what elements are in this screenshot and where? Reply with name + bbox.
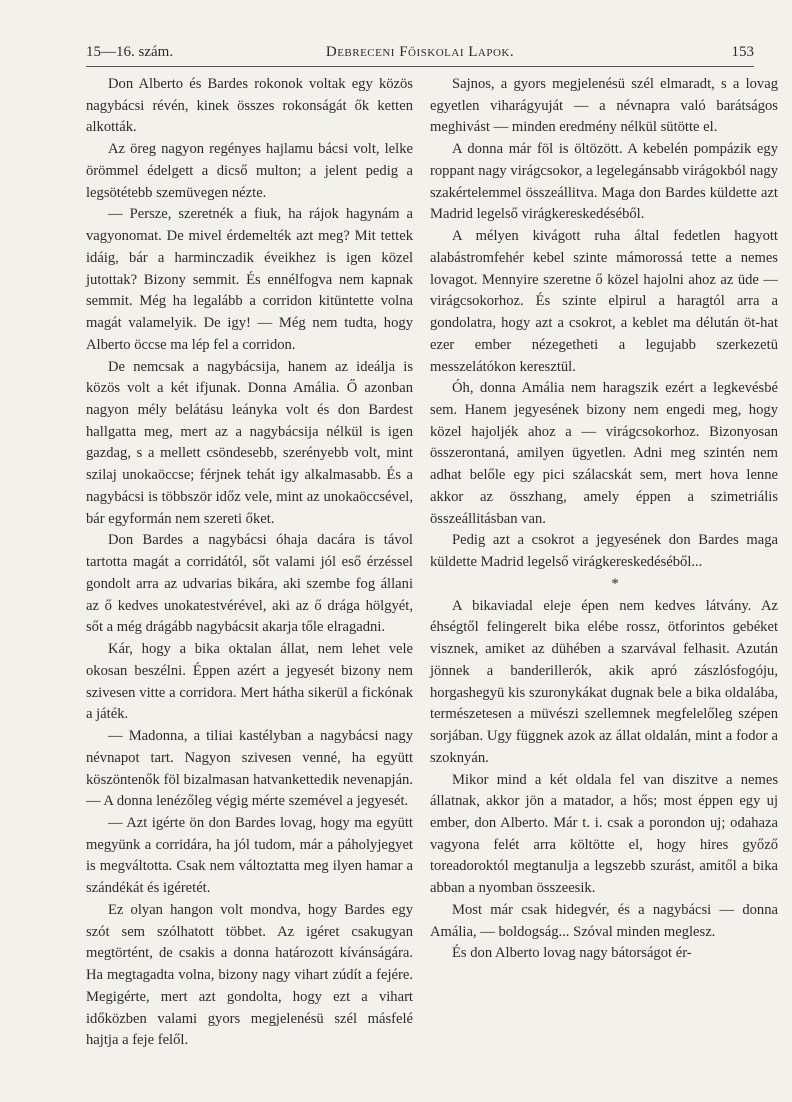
paragraph: Ez olyan hangon volt mondva, hogy Bardes egy szót sem szólhatott többet. Az igéret csakugyan megtörtént, de csakis a donna határozott kívánságára. Ha megtagadta volna, bizony nagy vihart zúdít a fejére. Megigérte, mert azt gondolta, hogy ezt a vihart időközben valami gyors megjelenésü szél másfelé hajtja a feje felől. xyxy=(86,901,413,1049)
journal-title: Debreceni Főiskolai Lapok. xyxy=(325,44,515,60)
paragraph: De nemcsak a nagybácsija, hanem az ideálja is közös volt a két ifjunak. Donna Amália. Ő azonban nagyon mély belátásu leányka volt és don Bardest hallgatta meg, mert az a nagybácsija nélkül is igen gazdag, s a mellett csöndesebb, szerényebb volt, mint szilaj unokaöccse; férjnek tehát igy alkalmasabb. És a nagybácsi is többször időz vele, mint az unokaöccsével, bár egyformán nem szereti őket. xyxy=(86,358,413,527)
paragraph: — Persze, szeretnék a fiuk, ha rájok hagynám a vagyonomat. De mivel érdemelték azt meg? Mit tettek idáig, bár a harminczadik éveikhez is igen közel jutottak? Bizony semmit. És ennélfogva nem kapnak semmit. Még ha legalább a corridon kitüntette volna magát valamelyik. De igy! — Még nem tudta, hogy Alberto öccse ma lép fel a corridon. xyxy=(86,206,413,353)
paragraph: Don Bardes a nagybácsi óhaja dacára is távol tartotta magát a corridától, sőt valami jól eső érzéssel gondolt arra az udvarias bikára, aki szembe fog állani az ő kedves unokatestvérével, aki az ő drága hölgyét, sőt a még drágább nagybácsit akarja tőle elragadni. xyxy=(86,532,413,636)
paragraph: Kár, hogy a bika oktalan állat, nem lehet vele okosan beszélni. Éppen azért a jegyesét bizony nem szivesen vitte a corridora. Mert hátha sikerül a fickónak a játék. xyxy=(86,641,413,723)
paragraph: Mikor mind a két oldala fel van diszitve a nemes állatnak, akkor jön a matador, a hős; most éppen egy uj ember, don Alberto. Már t. i. csak a porondon uj; odahaza vagyona felét arra költötte el, hogy hires győző toreadoroktól megtanulja a legszebb szurást, amitől a bika abban a nyomban összeesik. xyxy=(430,771,778,897)
paragraph: Sajnos, a gyors megjelenésü szél elmaradt, s a lovag egyetlen viharágyuját — a névnapra való barátságos meghivást — minden eredmény nélkül sütötte el. xyxy=(430,76,778,136)
paragraph: A mélyen kivágott ruha által fedetlen hagyott alabástromfehér kebel szinte mámorossá tette a nemes lovagot. Mennyire szeretne ő közel hajolni ahoz az üde — virágcsokorhoz. És szinte elpirul a haragtól arra a gondolatra, hogy azt a csokrot, a keblet ma délután öt-hat ezer ember nézegetheti a legujabb szerkezetü messzelátókon keresztül. xyxy=(430,228,778,375)
paragraph: Óh, donna Amália nem haragszik ezért a legkevésbé sem. Hanem jegyesének bizony nem engedi meg, hogy közel hajoljék ahoz a — virágcsokorhoz. Bizonyosan összerontaná, amilyen ügyetlen. Adni meg szintén nem adhat belőle egy pici szálacskát sem, mert hova lenne akkor az összhang, amely éppen a szimetriális összeállitásban van. xyxy=(430,380,778,527)
right-column xyxy=(430,74,778,965)
paragraph: És don Alberto lovag nagy bátorságot ér- xyxy=(452,945,692,962)
section-separator: * xyxy=(611,575,619,592)
issue-number: 15—16. szám. xyxy=(86,44,174,60)
page-header xyxy=(86,44,754,66)
paragraph: Don Alberto és Bardes rokonok voltak egy közös nagybácsi révén, kinek összes rokonságát ők ketten alkották. xyxy=(86,76,413,136)
left-column xyxy=(86,74,413,1052)
paragraph: A bikaviadal eleje épen nem kedves látvány. Az éhségtől felingerelt bika elébe rossz, ötforintos gebéket visznek, amiket az dühében a szarvával felhasit. Azután jönnek a banderillerók, akik apró zászlósfogóju, horgashegyü kis szuronykákat dugnak bele a bika oldalába, természetesen a müvészi szellemnek megfelelőleg szépen sorjában. Ugy függnek azok az állat oldalán, mint a fodor a szoknyán. xyxy=(430,597,778,766)
paragraph: — Azt igérte ön don Bardes lovag, hogy ma együtt megyünk a corridára, ha jól tudom, már a páholyjegyet is megváltotta. Csak nem változtatta meg ilyen hamar a szándékát és igéretét. xyxy=(86,814,413,897)
paragraph: Most már csak hidegvér, és a nagybácsi — donna Amália, — boldogság... Szóval minden meglesz. xyxy=(430,901,778,940)
paragraph: A donna már föl is öltözött. A kebelén pompázik egy roppant nagy virágcsokor, a legelegánsabb virágokból nagy szakértelemmel összeállitva. Maga don Bardes küldette azt Madrid legelső virágkereskedéséből. xyxy=(430,141,778,223)
paragraph: Pedig azt a csokrot a jegyesének don Bardes maga küldette Madrid legelső virágkereskedéséből... xyxy=(430,532,778,571)
paragraph: Az öreg nagyon regényes hajlamu bácsi volt, lelke örömmel édelgett a dicső multon; a jelent pedig a legsötétebb szemüvegen nézte. xyxy=(86,141,413,201)
page-number: 153 xyxy=(731,44,754,60)
header-divider xyxy=(86,66,754,67)
paragraph: — Madonna, a tiliai kastélyban a nagybácsi nagy névnapot tart. Nagyon szivesen venné, ha együtt köszöntenők föl bizalmasan hatvankettedik nevenapján. — A donna lenézőleg végig mérte szemével a jegyesét. xyxy=(86,728,413,810)
